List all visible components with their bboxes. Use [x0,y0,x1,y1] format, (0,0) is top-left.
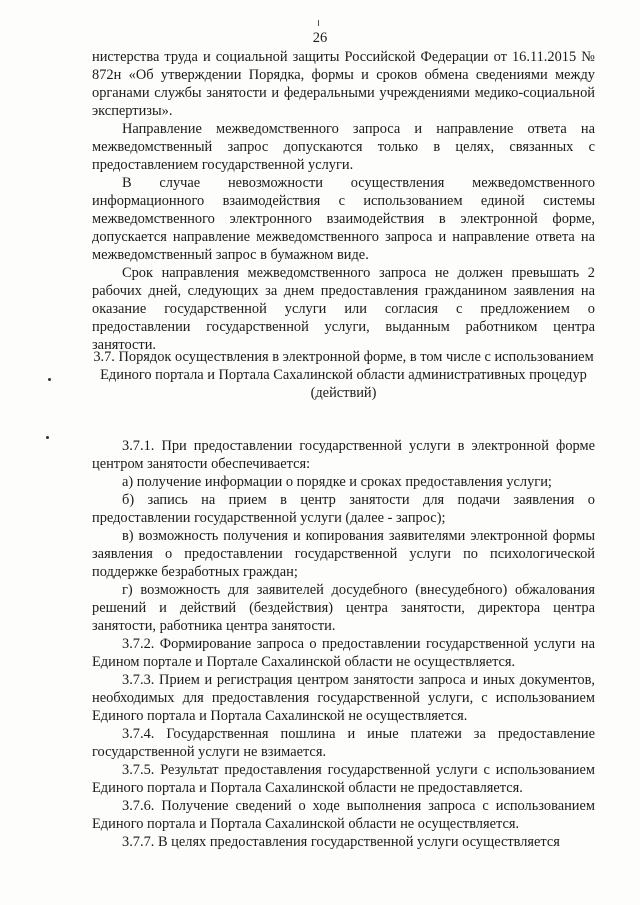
top-text-block [92,48,595,354]
scan-mark [318,20,319,26]
section-heading: 3.7. Порядок осуществления в электронной форме, в том числе с использованием Единого портала и Портала Сахалинской области административных процедур (действий) [93,349,594,401]
list-item: а) получение информации о порядке и сроках предоставления услуги; [122,474,552,490]
paragraph: нистерства труда и социальной защиты Российской Федерации от 16.11.2015 № 872н «Об утверждении Порядка, формы и сроков обмена сведениями между органами службы занятости и федеральными учреждениями медико-социальной экспертизы». [92,49,595,119]
paragraph: 3.7.4. Государственная пошлина и иные платежи за предоставление государственной услуги не взимается. [92,726,595,760]
list-item: б) запись на прием в центр занятости для подачи заявления о предоставлении государственной услуги (далее - запрос); [92,492,595,526]
list-item: в) возможность получения и копирования заявителями электронной формы заявления о предоставлении государственной услуги по психологической поддержке безработных граждан; [92,528,595,580]
paragraph: В случае невозможности осуществления межведомственного информационного взаимодействия с использованием единой системы межведомственного электронного взаимодействия в электронной форме, допускается направление межведомственного запроса и направление ответа на межведомственный запрос в бумажном виде. [92,175,595,263]
list-item: г) возможность для заявителей досудебного (внесудебного) обжалования решений и действий (бездействия) центра занятости, директора центра занятости, работника центра занятости. [92,582,595,634]
paragraph: 3.7.6. Получение сведений о ходе выполнения запроса с использованием Единого портала и Портала Сахалинской области не осуществляется. [92,798,595,832]
paragraph: Срок направления межведомственного запроса не должен превышать 2 рабочих дней, следующих за днем предоставления гражданином заявления на оказание государственной услуги или согласия с предложением о предоставлении государственной услуги, выданным работником центра занятости. [92,265,595,353]
paragraph: 3.7.5. Результат предоставления государственной услуги с использованием Единого портала и Портала Сахалинской области не предоставляется. [92,762,595,796]
paragraph: 3.7.1. При предоставлении государственной услуги в электронной форме центром занятости обеспечивается: [92,438,595,472]
page-number: 26 [312,30,328,46]
paragraph: Направление межведомственного запроса и направление ответа на межведомственный запрос допускаются только в целях, связанных с предоставлением государственной услуги. [92,121,595,173]
scan-mark [48,378,51,381]
paragraph: 3.7.2. Формирование запроса о предоставлении государственной услуги на Едином портале и Портале Сахалинской области не осуществляется. [92,636,595,670]
paragraph: 3.7.3. Прием и регистрация центром занятости запроса и иных документов, необходимых для предоставления государственной услуги, с использованием Единого портала и Портала Сахалинской не осуществляется. [92,672,595,724]
scan-mark [46,436,49,439]
bottom-text-block [92,437,595,851]
paragraph: 3.7.7. В целях предоставления государственной услуги осуществляется [122,834,560,850]
